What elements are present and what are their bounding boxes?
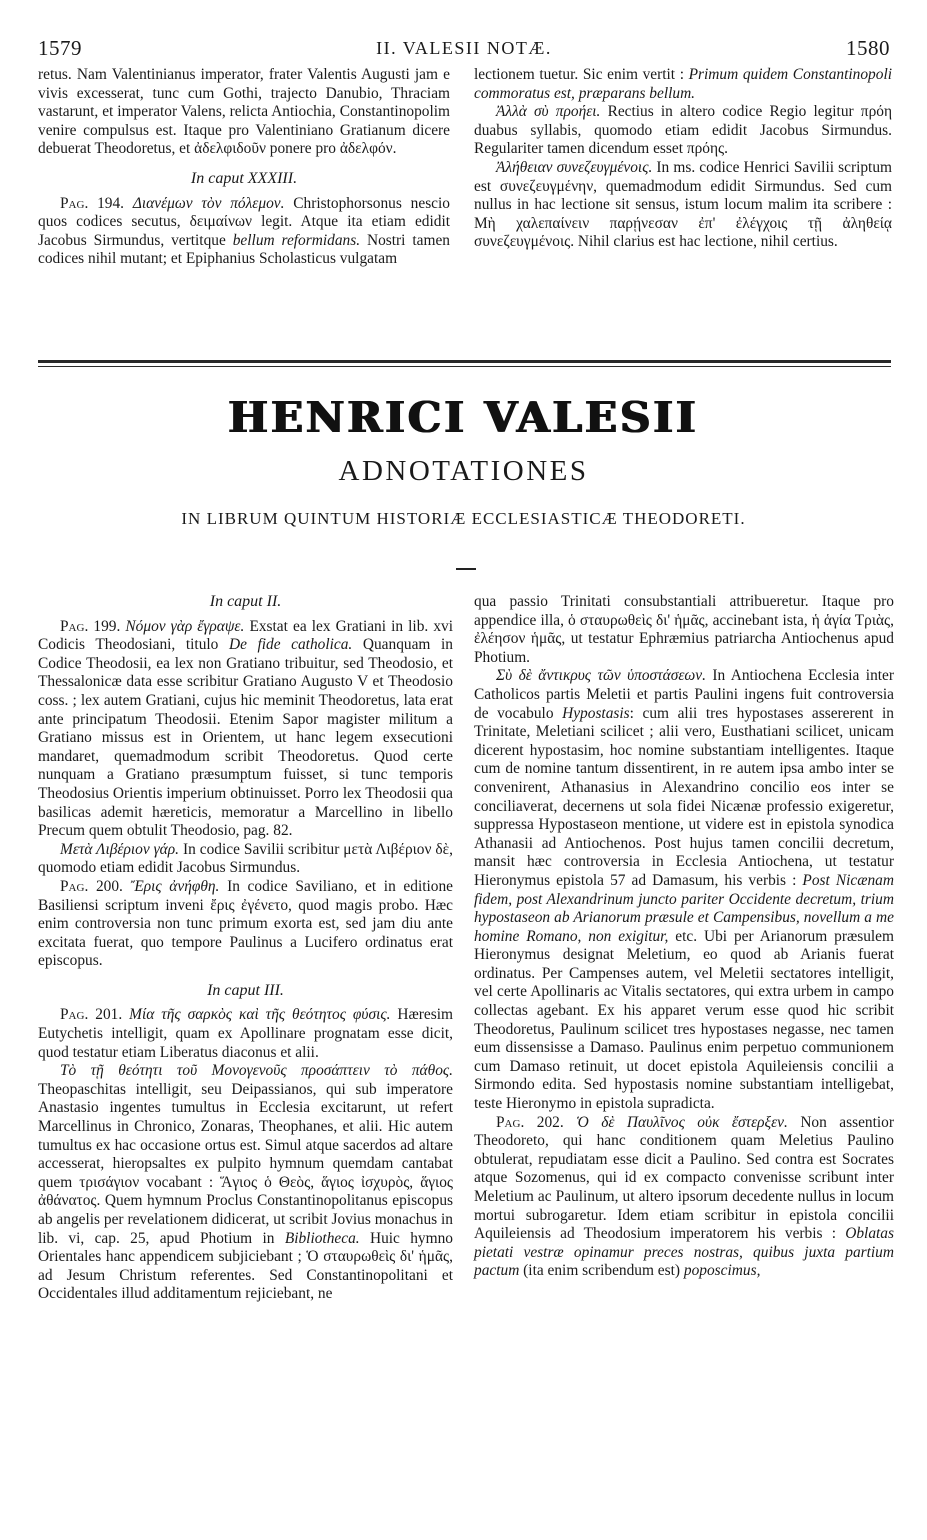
- section-rule-thick: [38, 360, 891, 363]
- paragraph: [38, 841, 453, 878]
- page-reference: Pag. 194.: [60, 194, 125, 212]
- italic-text: Post Nicænam fidem, post Alexandrinum juncto pariter Occidente decretum, trium hypostaseon ab Arianorum præsule et Campensibus, novellum a me homine Romano, non exigitur,: [474, 871, 894, 945]
- running-title: II. VALESII NOTÆ.: [376, 38, 552, 58]
- paragraph: [474, 66, 892, 103]
- paragraph: [38, 878, 453, 971]
- text: In Antiochena Ecclesia inter Catholicos partis Meletii et partis Paulini ingens fuit controversia de vocabulo: [474, 667, 894, 722]
- text: etc. Ubi per Arianorum præsulem Hieronymus designat Meletium, eo quod ab Arianis fuerat ordinatus. Per Campenses autem, vel Meletii sectatores intelligit, vel certe Apollinaris ac Vitalis sectatores, qui extra urbem in campo collectas agebant. Ex his apparet verum esse quod hic scribit Theodoretus, Paulinum scilicet tres hypostases negasse, nec tamen eum dissensisse a Damaso. Paulinus enim perpetuo communionem cum Damaso retinuit, ut docet epistola Aquileiensis concilii a Sirmondo edita. Sed hypostasis nomine substantiam intelligebat, teste Hieronymo in epistola supradicta.: [474, 927, 894, 1113]
- paragraph: [474, 159, 892, 252]
- greek-lemma: Μία τῆς σαρκὸς καὶ τῆς θεότητος φύσις.: [129, 1006, 391, 1024]
- italic-text: Primum quidem Constantinopoli commoratus est, præparans bellum.: [474, 66, 892, 102]
- text: Theopaschitas intelligit, seu Deipassianos, qui sub imperatore Anastasio ingentes tumultus in Ecclesia excitarunt, ut refert Marcellinus in Chronico, Zonaras, Theophanes, et alii. Hic autem tumultus ex hac occasione ortus est. Simul atque sacerdos ad altare accesserat, hieropsaltes ex pulpito hymnum quemdam cantabat quem τρισάγιον vocabant : Ἅγιος ὁ Θεὸς, ἅγιος ἰσχυρὸς, ἅγιος ἀθάνατος. Quem hymnum Proclus Constantinopolitanus episcopus ab angelis per revelationem didicerat, ut scribit Jovius monachus in lib. vi, cap. 25, apud Photium in: [38, 1080, 453, 1247]
- paragraph: [38, 618, 453, 841]
- page-reference: Pag. 202.: [496, 1113, 564, 1131]
- greek-lemma: Σὺ δὲ ἄντικρυς τῶν ὑποστάσεων.: [496, 667, 706, 685]
- caput-heading: In caput XXXIII.: [190, 169, 298, 187]
- text: Christophorsonus nescio quos codices secutus, δειμαίνων legit. Atque ita etiam edidit Jacobus Sirmundus, vertitque: [38, 194, 450, 249]
- text: In codice Savilii scribitur μετὰ Λιβέριον δὲ, quomodo etiam edidit Jacobus Sirmundus.: [38, 840, 453, 877]
- paragraph: [38, 195, 450, 269]
- italic-text: bellum reformidans.: [232, 231, 361, 249]
- text: Quanquam in Codice Theodosii, ea lex non Gratiano tribuitur, sed Theodosio, et Thessalonicæ data esse scribitur Gratiano Augusto V et Theodosio coss. ; lex autem Gratiani, cujus hic meminit Theodoretus, lata erat ante principatum Theodosii. Etenim Sapor magister militum a Gratiano missus est in Orientem, ut hanc legem exsecutioni mandaret, quemadmodum scribit Theodoretus. Quod certe nunquam a Gratiano præsumptum fuisset, si tunc temporis Theodosius Orientis imperium obtinuisset. Porro lex Theodosii qua basilicas ademit hæreticis, memoratur a Marcellino in libello Precum quem obtulit Theodosio, pag. 82.: [38, 636, 453, 840]
- caput-heading: In caput II.: [209, 593, 282, 610]
- page-reference: Pag. 199.: [60, 617, 121, 635]
- greek-lemma: Ἔρις ἀνήφθη.: [130, 877, 220, 895]
- greek-lemma: Ὁ δὲ Παυλῖνος οὐκ ἔστερξεν.: [576, 1113, 788, 1131]
- text: In ms. codice Henrici Savilii scriptum est συνεζευγμένην, quemadmodum edidit Sirmundus. Sed cum nullus in hac lectione sit sensus, istum locum malim ita scribere : Μὴ χαλεπαίνειν παρῄνεσαν ἐπ' ἐλέγχοις τῇ ἀληθείᾳ συνεζευγμένοις. Nihil clarius est hac lectione, nihil certius.: [474, 158, 892, 251]
- page-number-right: 1580: [846, 36, 890, 60]
- caput-heading: In caput III.: [207, 981, 284, 999]
- italic-text: poposcimus,: [683, 1262, 761, 1280]
- paragraph: [474, 1114, 894, 1281]
- text: lectionem tuetur. Sic enim vertit :: [474, 66, 684, 83]
- paragraph: [474, 667, 894, 1113]
- text: Hæresim Eutychetis intelligit, quam ex Apollinare prognatam esse dicit, quod testatur etiam Liberatus diaconus et alii.: [38, 1006, 453, 1061]
- paragraph: [38, 1006, 453, 1062]
- main-title: HENRICI VALESII: [228, 393, 699, 442]
- greek-lemma: Διανέμων τὸν πόλεμον.: [132, 194, 285, 212]
- paragraph: [38, 1062, 453, 1304]
- page-reference: Pag. 201.: [60, 1006, 123, 1024]
- greek-lemma: Ἀλλὰ σὺ προήει.: [496, 103, 601, 121]
- italic-text: Oblatas pietati vestræ opinamur preces nostras, quibus juxta partium pactum: [474, 1225, 894, 1280]
- text: Rectius in altero codice Regio legitur πρόη duabus syllabis, quomodo etiam edidit Jacobus Sirmundus. Regulariter tamen dicendum esset πρόης.: [474, 103, 892, 158]
- greek-lemma: Νόμον γὰρ ἔγραψε.: [125, 617, 245, 635]
- bottom-right-column: [474, 593, 894, 1281]
- paragraph: [474, 103, 892, 159]
- subtitle: ADNOTATIONES: [338, 455, 589, 487]
- bottom-left-column: [38, 593, 453, 1304]
- section-rule-thin: [38, 366, 891, 367]
- text: Nostri tamen codices nihil mutant; et Epiphanius Scholasticus vulgatam: [38, 231, 450, 268]
- page-reference: Pag. 200.: [60, 877, 123, 895]
- text: In codice Saviliano, et in editione Basiliensi scriptum inveni ἔρις ἐγένετο, quod magis probo. Hæc enim controversia non tunc primum exorta est, sed jam diu ante excitata fuerat, quo tempore Paulinus a Lucifero ordinatus erat episcopus.: [38, 877, 453, 970]
- paragraph: retus. Nam Valentinianus imperator, frater Valentis Augusti jam e vivis excesserat, tunc cum Gothi, trajecto Danubio, Thraciam vastarunt, et imperator Valens, relicta Antiochia, Constantinopolim venire compulsus est. Itaque pro Valentiniano Gratianum dicere debuerat Theodoretus, et ἀδελφιδοῦν ponere pro ἀδελφόν.: [38, 66, 450, 158]
- italic-text: Hypostasis: [562, 704, 630, 722]
- greek-lemma: Ἀλήθειαν συνεζευγμένοις.: [496, 158, 653, 176]
- top-right-column: [474, 66, 892, 252]
- greek-lemma: Τὸ τῇ θεότητι τοῦ Μονογενοῦς προσάπτειν τὸ πάθος.: [60, 1062, 453, 1080]
- greek-lemma: Μετὰ Λιβέριον γάρ.: [60, 840, 179, 858]
- top-left-column: [38, 66, 450, 269]
- paragraph: qua passio Trinitati consubstantiali attribueretur. Itaque pro appendice illa, ὁ σταυρωθεὶς δι' ἡμᾶς, accinebant ista, ἡ ἁγία Τριὰς, ἐλέησον ἡμᾶς, ut testatur Ephræmius patriarcha Antiochenus apud Photium.: [474, 593, 894, 666]
- text: : cum alii tres hypostases assererent in Trinitate, Meletiani scilicet ; alii vero, Eusthatiani scilicet, unicam dicerent hypostasim, hoc nomine substantiam intelligentes. Itaque cum de nomine tantum dissentirent, in re autem ipsa ambo inter se convenirent, Athanasius in Alexandrino concilio eos inter se conciliaverat, decernens ut sola fidei Nicænæ professio exigeretur, suppressa Hypostaseon mentione, ut videre est in epistola synodica Athanasii ad Antiochenos. Post hujus tamen concilii decretum, mansit hæc controversia in Ecclesia Antiochena, ut testatur Hieronymus epistola 57 ad Damasum, his verbis :: [474, 704, 894, 889]
- italic-text: Bibliotheca.: [284, 1229, 360, 1247]
- italic-text: De fide catholica.: [228, 636, 353, 654]
- text: (ita enim scribendum est): [523, 1262, 681, 1280]
- text: Non assentior Theodoreto, qui hanc conditionem quam Meletius Paulino obtulerat, repudiatam esse dicit a Paulino. Sed contra est Socrates atque Sozomenus, qui id ex compacto convenisse scribunt inter Meletium ac Paulinum, ut altero ipsorum decedente nullus in locum mortui subrogaretur. Idem etiam scribitur in epistola concilii Aquileiensis ad Theodosium imperatorem his verbis :: [474, 1113, 894, 1243]
- subtitle-line-2: IN LIBRUM QUINTUM HISTORIÆ ECCLESIASTICÆ THEODORETI.: [181, 509, 746, 528]
- text: Exstat ea lex Gratiani in lib. xvi Codicis Theodosiani, titulo: [38, 617, 453, 654]
- page-number-left: 1579: [38, 36, 82, 60]
- page-header: [38, 36, 890, 64]
- title-dash-ornament: [456, 568, 476, 570]
- text: Huic hymno Orientales hanc appendicem subjiciebant ; Ὁ σταυρωθεὶς δι' ἡμᾶς, ad Jesum Christum referentes. Sed Constantinopolitani et Occidentales illud additamentum rejiciebant, ne: [38, 1229, 453, 1303]
